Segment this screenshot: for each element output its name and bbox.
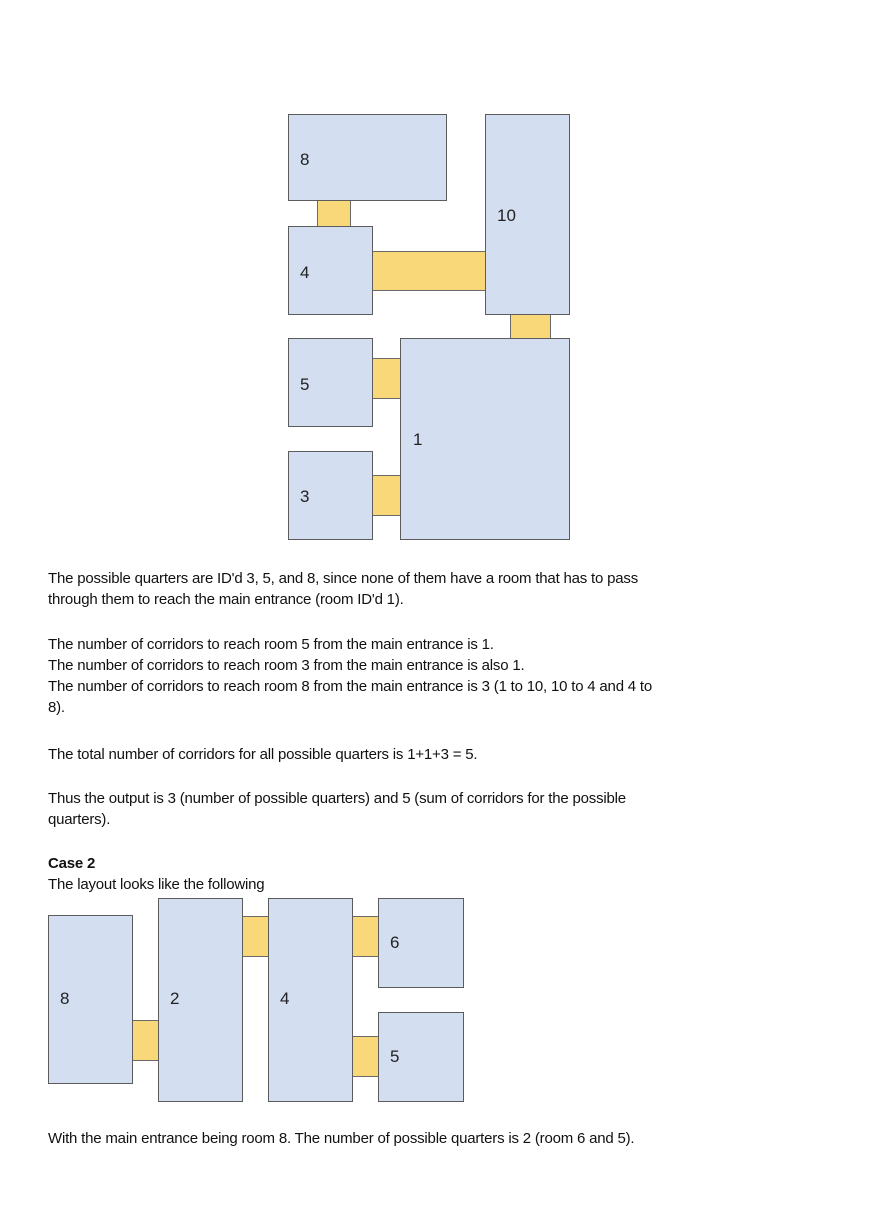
text-line: The number of corridors to reach room 8 from the main entrance is 3 (1 to 10, 10 to 4 and 4 to	[48, 678, 653, 695]
corridor-4-10	[370, 251, 488, 291]
room-label: 1	[413, 430, 423, 449]
paragraph-output	[48, 788, 808, 830]
text-line: Thus the output is 3 (number of possible quarters) and 5 (sum of corridors for the possible	[48, 790, 626, 807]
room-4	[268, 898, 353, 1102]
room-2	[158, 898, 243, 1102]
corridor-2-4	[240, 916, 270, 957]
room-label: 10	[497, 206, 516, 225]
room-3	[288, 451, 373, 540]
case-2-heading: Case 2	[48, 855, 96, 872]
text-line: 8).	[48, 699, 65, 716]
paragraph-case-2-conclusion	[48, 1128, 808, 1149]
room-8	[48, 915, 133, 1084]
text-line: through them to reach the main entrance (room ID'd 1).	[48, 591, 404, 608]
room-label: 4	[300, 263, 310, 282]
text-line: The total number of corridors for all possible quarters is 1+1+3 = 5.	[48, 746, 478, 763]
room-1	[400, 338, 570, 540]
case-2-intro: The layout looks like the following	[48, 876, 265, 893]
room-label: 2	[170, 989, 180, 1008]
corridor-3-1	[370, 475, 403, 516]
corridor-4-6	[350, 916, 381, 957]
room-10	[485, 114, 570, 315]
room-label: 6	[390, 933, 400, 952]
text-line: The possible quarters are ID'd 3, 5, and 8, since none of them have a room that has to pass	[48, 570, 639, 587]
text-line: The number of corridors to reach room 5 from the main entrance is 1.	[48, 636, 494, 653]
room-4	[288, 226, 373, 315]
room-5	[288, 338, 373, 427]
corridor-4-5	[350, 1036, 381, 1077]
room-label: 8	[60, 989, 70, 1008]
room-6	[378, 898, 464, 988]
text-line: With the main entrance being room 8. The number of possible quarters is 2 (room 6 and 5).	[48, 1130, 635, 1147]
paragraph-total	[48, 744, 808, 765]
room-label: 4	[280, 989, 290, 1008]
room-label: 8	[300, 150, 310, 169]
paragraph-possible-quarters	[48, 568, 808, 610]
case-2-section	[48, 853, 808, 895]
room-label: 3	[300, 487, 310, 506]
text-line: The number of corridors to reach room 3 from the main entrance is also 1.	[48, 657, 525, 674]
corridor-8-2	[130, 1020, 161, 1061]
room-8	[288, 114, 447, 201]
text-line: quarters).	[48, 811, 111, 828]
corridor-5-1	[370, 358, 403, 399]
room-label: 5	[390, 1047, 400, 1066]
room-label: 5	[300, 375, 310, 394]
paragraph-corridor-counts	[48, 634, 808, 718]
room-5	[378, 1012, 464, 1102]
